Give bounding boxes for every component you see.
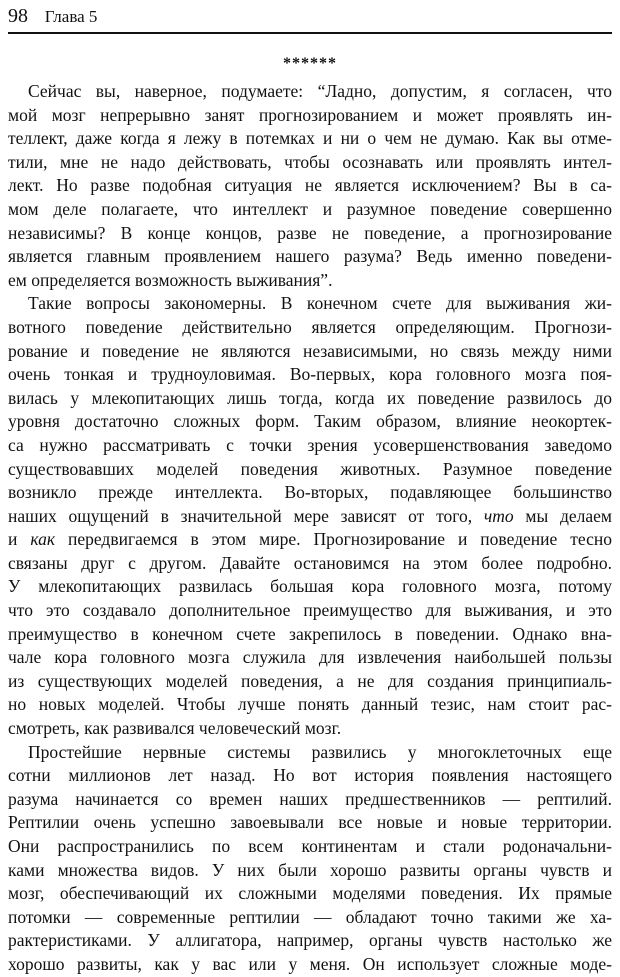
text-line: уровня достаточно сложных форм. Таким образом, влияние неокортек-	[8, 411, 612, 432]
page-number: 98	[8, 5, 28, 27]
emphasis-word: что	[483, 505, 514, 526]
text-line: смотреть, как развивался человеческий мозг.	[8, 718, 342, 739]
paragraph-1	[8, 80, 612, 292]
text-line: Рептилии очень успешно завоевывали все новые и новые территории.	[8, 812, 612, 833]
text-line: преимущество в конечном счете закрепилось в поведении. Однако вна-	[8, 623, 612, 644]
text-line: рование и поведение не являются независимыми, но связь между ними	[8, 340, 612, 361]
text-line: теллект, даже когда я лежу в потемках и ни о чем не думаю. Как вы отме-	[8, 128, 612, 149]
text-segment: и	[8, 529, 31, 550]
text-line: связаны друг с другом. Давайте остановимся на этом более подробно.	[8, 552, 612, 573]
text-line: мой мозг непрерывно занят прогнозированием и может проявлять ин-	[8, 104, 612, 125]
text-line: Такие вопросы закономерны. В конечном счете для выживания жи-	[28, 293, 612, 314]
text-line: из существующих моделей поведения, а не для создания принципиаль-	[8, 670, 612, 691]
text-line: разума начинается со времен наших предшественников — рептилий.	[8, 788, 612, 809]
text-segment: наших ощущений в значительной мере зависят от того,	[8, 505, 484, 526]
running-header	[8, 2, 612, 34]
text-line: лект. Но разве подобная ситуация не является исключением? Вы в са-	[8, 175, 612, 196]
text-line: очень тонкая и трудноуловимая. Во-первых, кора головного мозга поя-	[8, 364, 612, 385]
body-text	[8, 80, 612, 977]
text-line: Они распространились по всем континентам и стали родоначальни-	[8, 836, 612, 856]
text-line: что это создавало дополнительное преимущество для выживания, и это	[8, 600, 612, 621]
text-line: существовавших моделей поведения животных. Разумное поведение	[8, 458, 612, 479]
emphasis-word: как	[30, 529, 56, 550]
text-line: рактеристиками. У аллигатора, например, органы чувств настолько же	[8, 930, 612, 951]
text-line: мом деле полагаете, что интеллект и разумное поведение совершенно	[8, 198, 612, 219]
text-line: У млекопитающих развилась большая кора головного мозга, потому	[8, 576, 612, 597]
text-line: потомки — современные рептилии — обладают точно такими же ха-	[8, 906, 612, 927]
text-line: независимы? В конце концов, разве не поведение, а прогнозирование	[8, 222, 612, 243]
text-line: вотного поведение действительно является определяющим. Прогнози-	[8, 316, 612, 337]
paragraph-2	[8, 292, 612, 740]
text-line: ем определяется возможность выживания”.	[8, 269, 333, 290]
paragraph-3	[8, 741, 612, 977]
text-line: са нужно рассматривать с точки зрения усовершенствования заведомо	[8, 434, 612, 455]
text-line: хорошо развиты, как у вас или у меня. Он использует сложные моде-	[8, 953, 612, 974]
text-line: ками множества видов. У них были хорошо развиты органы чувств и	[8, 859, 612, 880]
text-line: является главным проявлением нашего разума? Ведь именно поведени-	[8, 246, 612, 267]
text-line: Простейшие нервные системы развились у многоклеточных еще	[28, 741, 612, 762]
text-segment: передвигаемся в этом мире. Прогнозирование и поведение тесно	[55, 529, 612, 550]
text-line: тили, мне не надо действовать, чтобы осознавать или проявлять интел-	[8, 151, 612, 172]
text-line: чале кора головного мозга служила для извлечения наибольшей пользы	[8, 647, 612, 668]
section-separator: ******	[283, 55, 337, 72]
text-line: сотни миллионов лет назад. Но вот история появления настоящего	[8, 765, 612, 786]
text-line: мозг, обеспечивающий их сложными моделями поведения. Их прямые	[8, 883, 612, 904]
text-segment: мы делаем	[513, 505, 612, 526]
text-line: возникло прежде интеллекта. Во-вторых, подавляющее большинство	[8, 482, 612, 503]
text-line-with-emphasis	[8, 505, 612, 529]
text-line: но новых моделей. Чтобы лучше понять данный тезис, нам стоит рас-	[8, 694, 612, 715]
text-line: Сейчас вы, наверное, подумаете: “Ладно, допустим, я согласен, что	[28, 81, 612, 101]
chapter-label: Глава 5	[44, 7, 98, 26]
text-line-with-emphasis	[8, 528, 612, 552]
text-line: вилась у млекопитающих лишь тогда, когда их поведение развилось до	[8, 387, 612, 408]
